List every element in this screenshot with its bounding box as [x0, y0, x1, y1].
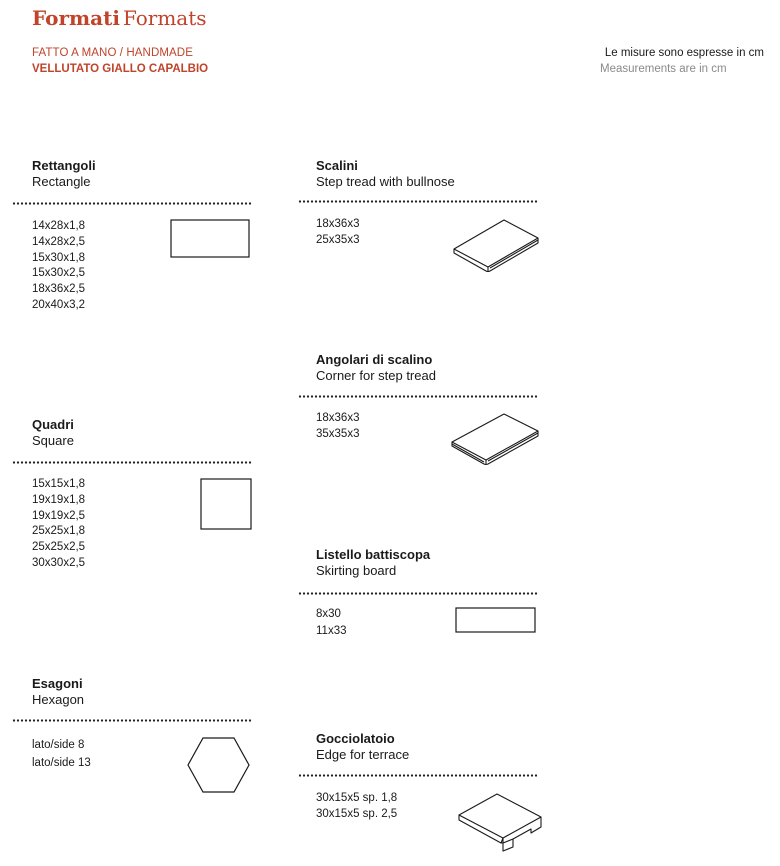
section-name-english: Edge for terrace: [316, 747, 410, 762]
section-esagoni-heading: [32, 676, 84, 708]
section-name-english: Skirting board: [316, 563, 397, 578]
size-item: 18x36x3: [316, 412, 360, 424]
sizes-list-angolari: [316, 411, 359, 443]
dotted-divider: [298, 395, 538, 398]
size-item: 19x19x1,8: [32, 493, 86, 506]
skirting-board-icon: [455, 607, 537, 634]
size-item: 14x28x1,8: [32, 220, 86, 232]
page-title: [32, 6, 207, 30]
subtitle-handmade: FATTO A MANO / HANDMADE: [32, 47, 193, 59]
size-item: 18x36x2,5: [32, 283, 86, 296]
section-name-italian: Gocciolatoio: [316, 731, 395, 746]
size-item: 15x30x2,5: [32, 267, 86, 280]
size-item: 14x28x2,5: [32, 235, 86, 248]
measure-note-english: Measurements are in cm: [600, 63, 727, 75]
dotted-divider: [12, 461, 252, 464]
section-name-english: Square: [32, 433, 74, 448]
section-angolari-heading: [316, 352, 436, 384]
dotted-divider: [298, 774, 538, 777]
size-item: 30x30x2,5: [32, 556, 86, 569]
size-item: 25x25x2,5: [32, 541, 86, 554]
step-tread-icon: [450, 216, 542, 272]
section-name-italian: Scalini: [316, 158, 358, 173]
size-item: 19x19x2,5: [32, 509, 86, 522]
section-name-english: Rectangle: [32, 174, 91, 189]
size-item: 25x25x1,8: [32, 525, 86, 538]
size-item: 18x36x3: [316, 218, 360, 230]
size-item: lato/side 8: [32, 739, 85, 751]
sizes-list-gocciolatoio: [316, 791, 397, 823]
size-item: 25x35x3: [316, 233, 360, 246]
size-item: 35x35x3: [316, 427, 360, 440]
section-name-italian: Listello battiscopa: [316, 547, 431, 562]
rectangle-tile-icon: [170, 219, 252, 259]
section-rettangoli-heading: [32, 158, 96, 190]
size-item: 30x15x5 sp. 2,5: [316, 807, 398, 820]
section-name-english: Corner for step tread: [316, 368, 436, 383]
sizes-list-listello: [316, 606, 346, 640]
size-item: 20x40x3,2: [32, 298, 86, 311]
size-item: 15x30x1,8: [32, 251, 86, 264]
square-tile-icon: [200, 478, 254, 532]
title-english: Formats: [122, 6, 207, 30]
size-item: 30x15x5 sp. 1,8: [316, 792, 398, 804]
size-item: 15x15x1,8: [32, 478, 86, 490]
terrace-edge-icon: [455, 791, 545, 853]
section-name-italian: Esagoni: [32, 676, 83, 691]
section-name-english: Step tread with bullnose: [316, 174, 455, 189]
section-gocciolatoio-heading: [316, 731, 409, 763]
section-name-italian: Rettangoli: [32, 158, 96, 173]
section-name-italian: Angolari di scalino: [316, 352, 433, 367]
size-item: 8x30: [316, 608, 341, 620]
sizes-list-quadri: [32, 477, 85, 572]
corner-step-tread-icon: [448, 410, 542, 466]
dotted-divider: [12, 719, 252, 722]
dotted-divider: [12, 202, 252, 205]
sizes-list-rettangoli: [32, 219, 85, 314]
section-name-english: Hexagon: [32, 692, 85, 707]
measure-note-italian: Le misure sono espresse in cm: [604, 47, 764, 59]
hexagon-tile-icon: [186, 736, 252, 794]
size-item: 11x33: [316, 625, 347, 637]
section-name-italian: Quadri: [32, 417, 74, 432]
subtitle-finish: VELLUTATO GIALLO CAPALBIO: [32, 63, 209, 75]
sizes-list-scalini: [316, 217, 359, 249]
size-item: lato/side 13: [32, 757, 91, 769]
title-italian: Formati: [32, 6, 120, 30]
dotted-divider: [298, 592, 538, 595]
sizes-list-esagoni: [32, 736, 91, 772]
section-listello-heading: [316, 547, 430, 579]
dotted-divider: [298, 200, 538, 203]
section-scalini-heading: [316, 158, 455, 190]
section-quadri-heading: [32, 417, 74, 449]
